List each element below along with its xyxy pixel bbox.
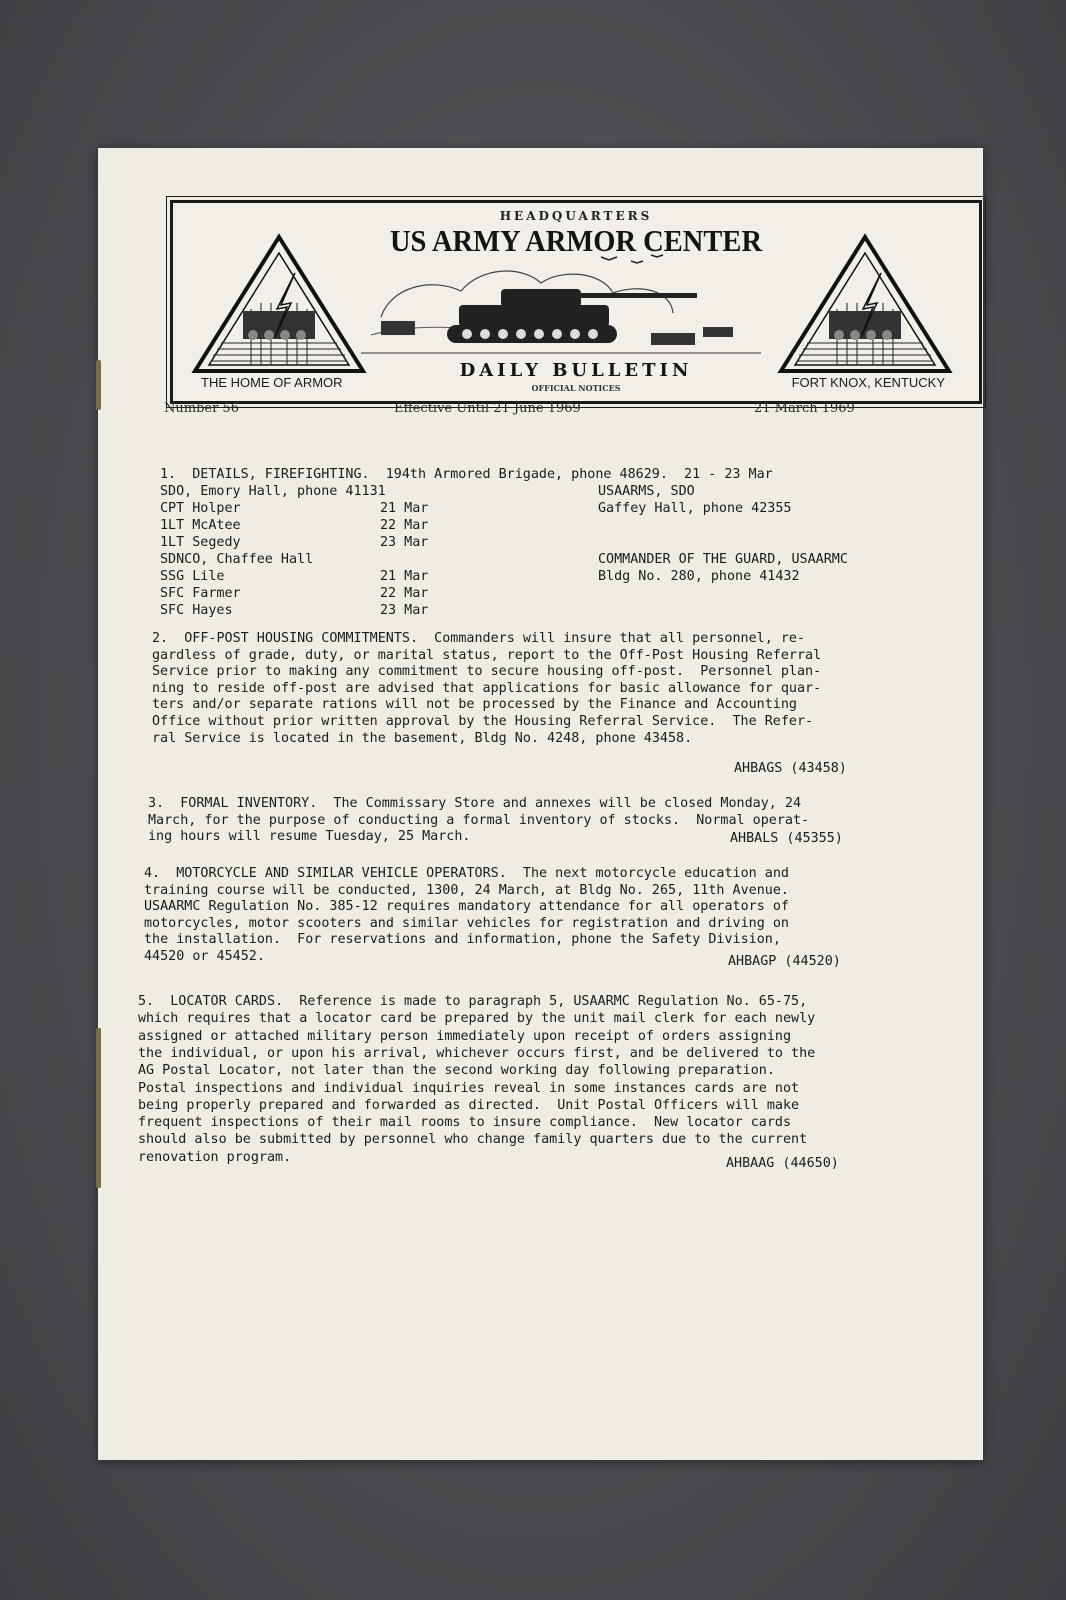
roster-name: 1LT McAtee xyxy=(160,518,241,533)
roster-date: 23 Mar xyxy=(380,535,429,550)
section-3-reference: AHBALS (45355) xyxy=(730,831,843,846)
s3-line: March, for the purpose of conducting a formal inventory of stocks. Normal operat- xyxy=(148,812,810,828)
headquarters-label: HEADQUARTERS xyxy=(499,209,653,223)
roster-date: 21 Mar xyxy=(380,569,429,584)
roster-name: SDNCO, Chaffee Hall xyxy=(160,552,314,567)
s5-line: renovation program. xyxy=(138,1149,292,1165)
bulletin-page xyxy=(98,148,983,1460)
s3-line: ing hours will resume Tuesday, 25 March. xyxy=(148,829,471,845)
staple-top xyxy=(96,360,101,410)
roster-date: 22 Mar xyxy=(380,518,429,533)
s2-line: 2. OFF-POST HOUSING COMMITMENTS. Commanders will insure that all personnel, re- xyxy=(152,631,806,646)
s5-line: AG Postal Locator, not later than the second working day following preparation. xyxy=(138,1063,775,1079)
s5-line: should also be submitted by personnel who change family quarters due to the current xyxy=(138,1132,808,1148)
roster-date: 22 Mar xyxy=(380,586,429,601)
s5-line: being properly prepared and forwarded as directed. Unit Postal Officers will make xyxy=(138,1097,800,1113)
s2-line: ters and/or separate rations will not be processed by the Finance and Accounting xyxy=(152,697,797,713)
section-1-right-line: Gaffey Hall, phone 42355 xyxy=(598,501,792,516)
s3-line: 3. FORMAL INVENTORY. The Commissary Store and annexes will be closed Monday, 24 xyxy=(148,796,802,811)
roster-name: SFC Farmer xyxy=(160,586,241,601)
staple-bottom xyxy=(96,1028,101,1188)
official-notices-label: OFFICIAL NOTICES xyxy=(531,383,621,393)
section-5-reference: AHBAAG (44650) xyxy=(726,1156,839,1171)
s4-line: 4. MOTORCYCLE AND SIMILAR VEHICLE OPERATORS. The next motorcycle education and xyxy=(144,866,789,881)
armor-patch-left-icon xyxy=(191,233,367,375)
s5-line: Postal inspections and individual inquiries reveal in some instances cards are not xyxy=(138,1080,800,1096)
s5-line: the individual, or upon his arrival, whichever occurs first, and be delivered to the xyxy=(138,1045,816,1061)
tank-illustration-icon xyxy=(351,247,771,363)
daily-bulletin-label: DAILY BULLETIN xyxy=(459,360,693,381)
s4-line: the installation. For reservations and information, phone the Safety Division, xyxy=(144,932,781,948)
section-1-right-line: COMMANDER OF THE GUARD, USAARMC xyxy=(598,552,848,567)
bulletin-date: 21 March 1969 xyxy=(754,401,855,416)
s4-line: motorcycles, motor scooters and similar vehicles for registration and driving on xyxy=(144,915,789,931)
s2-line: ral Service is located in the basement, Bldg No. 4248, phone 43458. xyxy=(152,730,693,746)
roster-name: SDO, Emory Hall, phone 41131 xyxy=(160,484,386,499)
section-1-right-line: USAARMS, SDO xyxy=(598,484,695,499)
masthead xyxy=(170,200,982,404)
s5-line: 5. LOCATOR CARDS. Reference is made to paragraph 5, USAARMC Regulation No. 65-75, xyxy=(138,994,808,1009)
s5-line: frequent inspections of their mail rooms to insure compliance. New locator cards xyxy=(138,1115,792,1131)
roster-name: 1LT Segedy xyxy=(160,535,241,550)
s2-line: Office without prior written approval by the Housing Referral Service. The Refer- xyxy=(152,714,814,729)
roster-name: SSG Lile xyxy=(160,569,225,584)
s2-line: ning to reside off-post are advised that applications for basic allowance for quar- xyxy=(152,680,822,696)
masthead-title: US ARMY ARMOR CENTER xyxy=(389,223,763,258)
left-motto: THE HOME OF ARMOR xyxy=(201,375,343,390)
armor-patch-right-icon xyxy=(777,233,953,375)
s4-line: USAARMC Regulation No. 385-12 requires mandatory attendance for all operators of xyxy=(144,899,789,915)
s2-line: Service prior to making any commitment to secure housing off-post. Personnel plan- xyxy=(152,664,822,680)
roster-date: 21 Mar xyxy=(380,501,429,516)
s4-line: 44520 or 45452. xyxy=(144,949,265,964)
effective-date: Effective Until 21 June 1969 xyxy=(394,401,581,416)
roster-name: SFC Hayes xyxy=(160,603,233,618)
s5-line: which requires that a locator card be prepared by the unit mail clerk for each newly xyxy=(138,1011,816,1027)
bulletin-number: Number 56 xyxy=(164,401,239,416)
section-2-reference: AHBAGS (43458) xyxy=(734,761,847,776)
s2-line: gardless of grade, duty, or marital status, report to the Off-Post Housing Referral xyxy=(152,647,822,663)
section-1-right-line: Bldg No. 280, phone 41432 xyxy=(598,569,800,584)
right-motto: FORT KNOX, KENTUCKY xyxy=(791,375,945,390)
roster-date: 23 Mar xyxy=(380,603,429,618)
s5-line: assigned or attached military person immediately upon receipt of orders assigning xyxy=(138,1028,792,1044)
section-4-reference: AHBAGP (44520) xyxy=(728,954,841,969)
s4-line: training course will be conducted, 1300, 24 March, at Bldg No. 265, 11th Avenue. xyxy=(144,882,789,898)
roster-name: CPT Holper xyxy=(160,501,241,516)
section-1-heading: 1. DETAILS, FIREFIGHTING. 194th Armored Brigade, phone 48629. 21 - 23 Mar xyxy=(160,467,773,482)
